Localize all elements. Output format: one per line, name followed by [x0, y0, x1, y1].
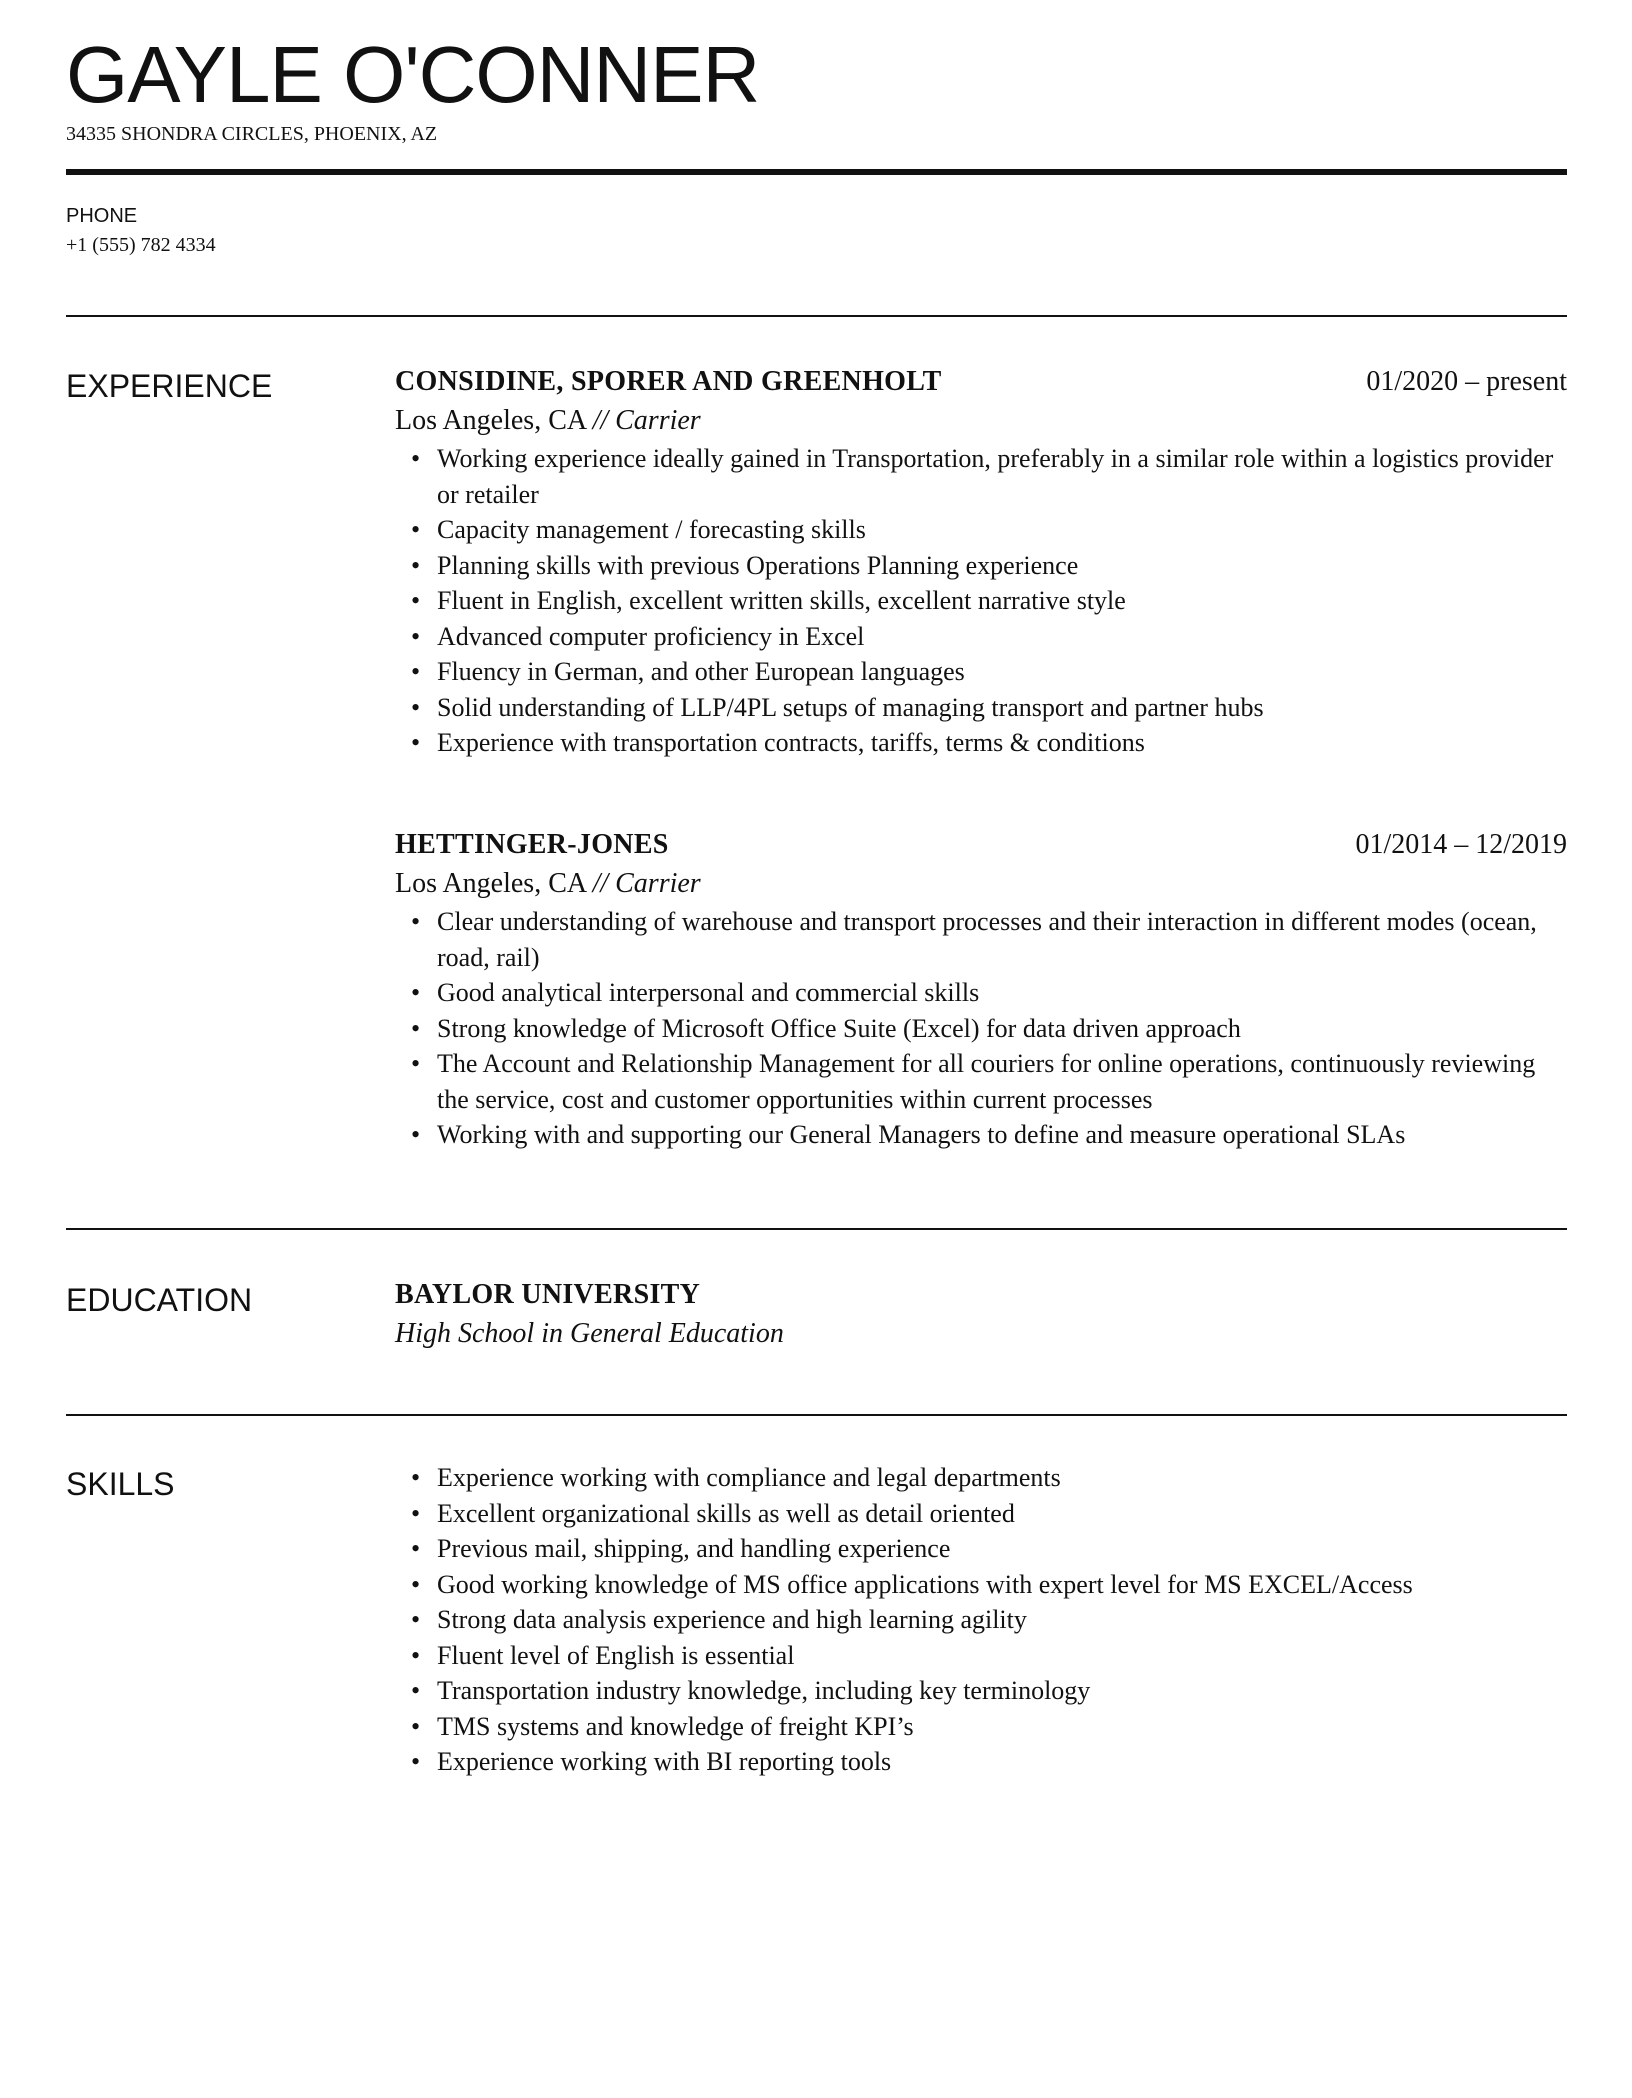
- list-item: • Working experience ideally gained in Transportation, preferably in a similar role within a logistics provider or retailer: [395, 441, 1567, 512]
- header-divider: [66, 169, 1567, 175]
- list-item: • Planning skills with previous Operations Planning experience: [395, 548, 1567, 584]
- experience-content: [395, 363, 1567, 761]
- skills-heading: SKILLS: [66, 1466, 175, 1502]
- list-item: • Fluent in English, excellent written skills, excellent narrative style: [395, 583, 1567, 619]
- list-item: • The Account and Relationship Management for all couriers for online operations, continuously reviewing the service, cost and customer opportunities within current processes: [395, 1046, 1567, 1117]
- company-name: CONSIDINE, SPORER AND GREENHOLT: [395, 366, 942, 397]
- skills-list: [395, 1460, 1567, 1780]
- list-item: • Capacity management / forecasting skills: [395, 512, 1567, 548]
- job-location-role: [395, 864, 1567, 904]
- job-location: Los Angeles, CA: [395, 405, 586, 436]
- address: 34335 SHONDRA CIRCLES, PHOENIX, AZ: [66, 123, 438, 145]
- list-item: • Experience working with BI reporting tools: [395, 1744, 1567, 1780]
- job-role: Carrier: [615, 405, 701, 436]
- phone-number: +1 (555) 782 4334: [66, 234, 216, 256]
- job-entry: [395, 363, 1567, 761]
- experience-content-2: [395, 826, 1567, 1153]
- list-item: • Experience working with compliance and legal departments: [395, 1460, 1567, 1496]
- education-content: [395, 1276, 1567, 1354]
- list-item: • Fluency in German, and other European languages: [395, 654, 1567, 690]
- location-separator: //: [592, 868, 609, 899]
- job-location: Los Angeles, CA: [395, 868, 586, 899]
- job-role: Carrier: [615, 868, 701, 899]
- section-divider: [66, 315, 1567, 317]
- location-separator: //: [592, 405, 609, 436]
- list-item: • Good analytical interpersonal and commercial skills: [395, 975, 1567, 1011]
- section-divider: [66, 1414, 1567, 1416]
- job-dates: 01/2020 – present: [1366, 366, 1567, 397]
- list-item: • Good working knowledge of MS office applications with expert level for MS EXCEL/Access: [395, 1567, 1567, 1603]
- degree: High School in General Education: [395, 1318, 784, 1349]
- job-entry: [395, 826, 1567, 1153]
- skills-content: [395, 1460, 1567, 1780]
- education-heading: EDUCATION: [66, 1282, 253, 1318]
- school-name: BAYLOR UNIVERSITY: [395, 1279, 701, 1310]
- phone-label: PHONE: [66, 205, 138, 227]
- company-name: HETTINGER-JONES: [395, 829, 669, 860]
- list-item: • Solid understanding of LLP/4PL setups of managing transport and partner hubs: [395, 690, 1567, 726]
- job-dates: 01/2014 – 12/2019: [1355, 829, 1567, 860]
- list-item: • TMS systems and knowledge of freight KPI’s: [395, 1709, 1567, 1745]
- list-item: • Strong knowledge of Microsoft Office Suite (Excel) for data driven approach: [395, 1011, 1567, 1047]
- job-bullets: [395, 441, 1567, 761]
- list-item: • Working with and supporting our General Managers to define and measure operational SLAs: [395, 1117, 1567, 1153]
- list-item: • Previous mail, shipping, and handling experience: [395, 1531, 1567, 1567]
- list-item: • Clear understanding of warehouse and transport processes and their interaction in different modes (ocean, road, rail): [395, 904, 1567, 975]
- candidate-name: GAYLE O'CONNER: [66, 30, 760, 119]
- list-item: • Transportation industry knowledge, including key terminology: [395, 1673, 1567, 1709]
- list-item: • Fluent level of English is essential: [395, 1638, 1567, 1674]
- list-item: • Excellent organizational skills as well as detail oriented: [395, 1496, 1567, 1532]
- list-item: • Strong data analysis experience and high learning agility: [395, 1602, 1567, 1638]
- list-item: • Experience with transportation contracts, tariffs, terms & conditions: [395, 725, 1567, 761]
- list-item: • Advanced computer proficiency in Excel: [395, 619, 1567, 655]
- section-divider: [66, 1228, 1567, 1230]
- job-location-role: [395, 401, 1567, 441]
- experience-heading: EXPERIENCE: [66, 368, 273, 404]
- job-bullets: [395, 904, 1567, 1153]
